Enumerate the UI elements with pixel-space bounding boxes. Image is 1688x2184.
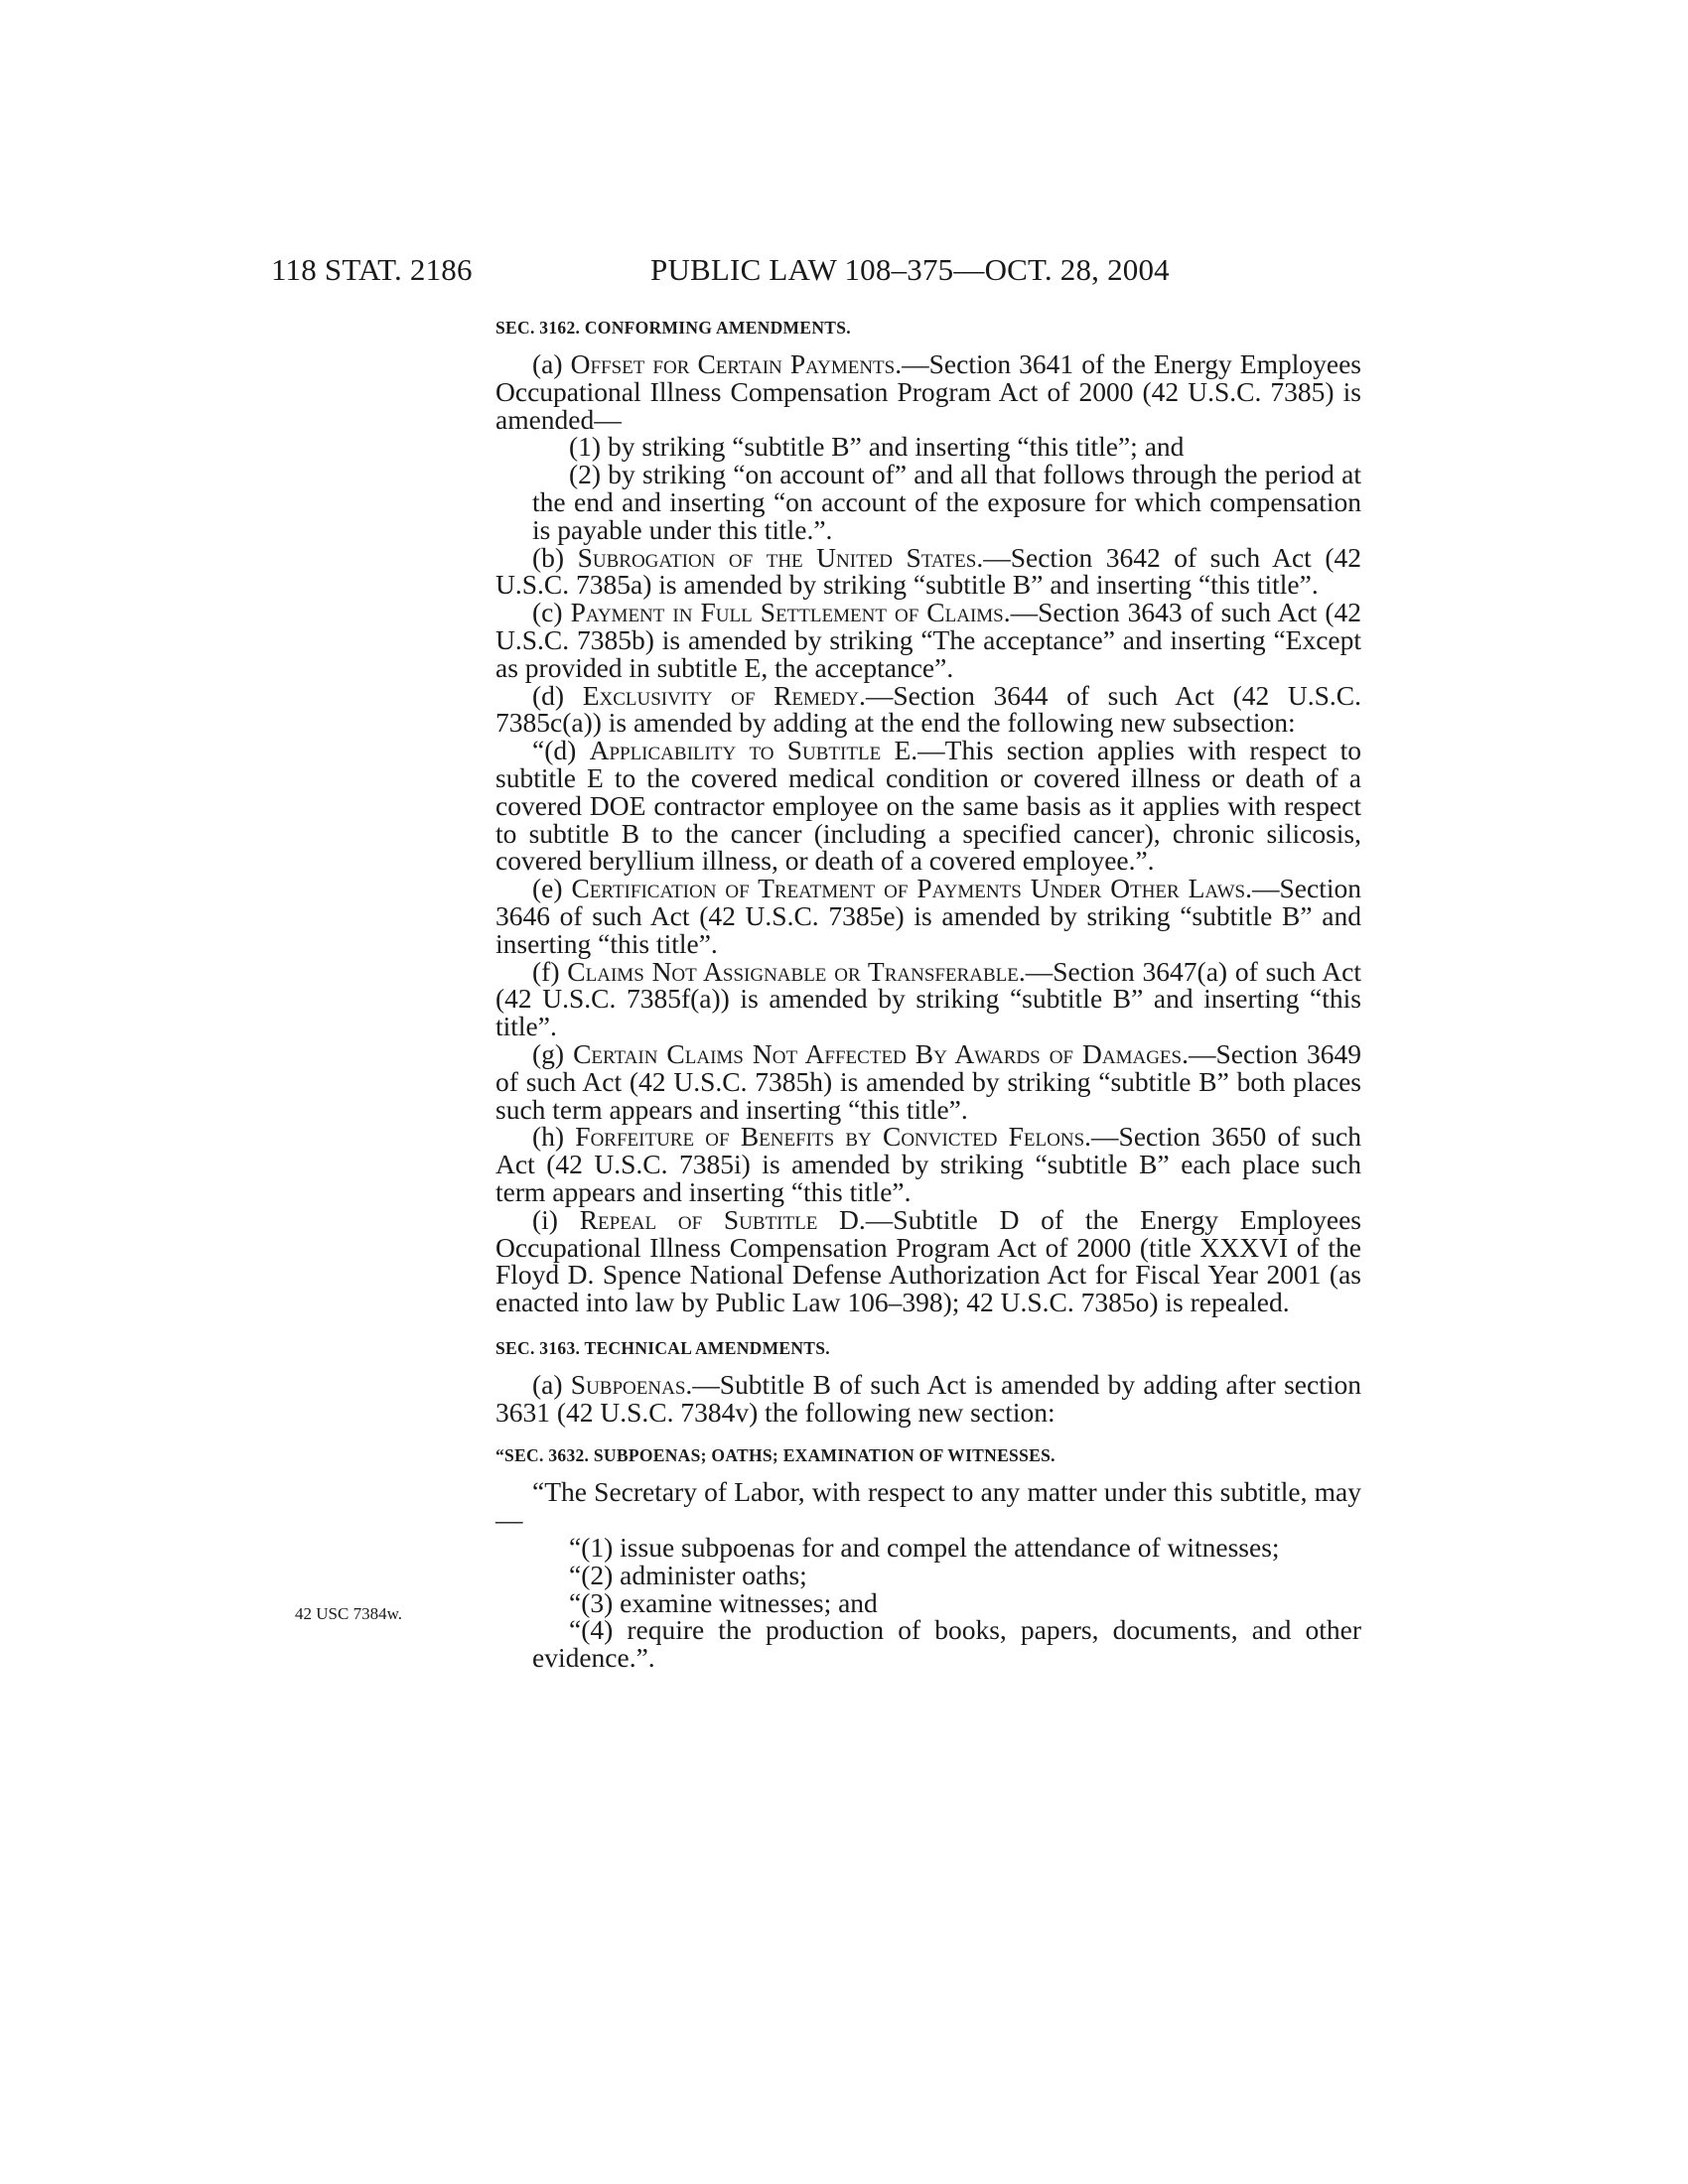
document-body xyxy=(495,318,1361,1672)
subsection-f-title: Claims Not Assignable or Transferable xyxy=(567,955,1019,987)
subsection-3163-a-title: Subpoenas xyxy=(570,1368,686,1400)
subsection-h-title: Forfeiture of Benefits by Convicted Felons xyxy=(575,1121,1085,1153)
quoted-subsection-d-title: Applicability to Subtitle E xyxy=(589,735,912,766)
subsection-h: (h) Forfeiture of Benefits by Convicted Felons.—Section 3650 of such Act (42 U.S.C. 7385i) is amended by striking “subtitle B” each place such term appears and inserting “this title”. xyxy=(495,1121,1361,1207)
subsection-d-title: Exclusivity of Remedy xyxy=(582,679,859,711)
subsection-b-title: Subrogation of the United States xyxy=(577,541,977,573)
subsection-g: (g) Certain Claims Not Affected By Awards of Damages.—Section 3649 of such Act (42 U.S.C. 7385h) is amended by striking “subtitle B” both places such term appears and inserting “this title”. xyxy=(495,1037,1361,1125)
section-heading-3163: SEC. 3163. TECHNICAL AMENDMENTS. xyxy=(495,1337,830,1358)
subsection-g-title: Certain Claims Not Affected By Awards of Damages xyxy=(573,1037,1183,1069)
subsection-3163-a: (a) Subpoenas.—Subtitle B of such Act is amended by adding after section 3631 (42 U.S.C. 7384v) the following new section: xyxy=(495,1368,1361,1428)
section-3632-item-3: “(3) examine witnesses; and xyxy=(569,1586,878,1618)
section-3632-item-2: “(2) administer oaths; xyxy=(569,1559,807,1590)
section-3632-intro: “The Secretary of Labor, with respect to any matter under this subtitle, may— xyxy=(495,1476,1361,1536)
subsection-e-title: Certification of Treatment of Payments Under Other Laws xyxy=(571,873,1246,904)
subsection-f: (f) Claims Not Assignable or Transferable.—Section 3647(a) of such Act (42 U.S.C. 7385f(a)) is amended by striking “subtitle B” and inserting “this title”. xyxy=(495,955,1362,1042)
subsection-d: (d) Exclusivity of Remedy.—Section 3644 of such Act (42 U.S.C. 7385c(a)) is amended by adding at the end the following new subsection: xyxy=(495,679,1361,739)
subsection-b: (b) Subrogation of the United States.—Section 3642 of such Act (42 U.S.C. 7385a) is amended by striking “subtitle B” and inserting “this title”. xyxy=(495,541,1361,601)
subsection-c: (c) Payment in Full Settlement of Claims.—Section 3643 of such Act (42 U.S.C. 7385b) is amended by striking “The acceptance” and inserting “Except as provided in subtitle E, the acceptance”. xyxy=(495,597,1361,683)
subsection-i-title: Repeal of Subtitle D xyxy=(579,1203,859,1235)
margin-note: 42 USC 7384w. xyxy=(295,1604,402,1623)
subsection-e: (e) Certification of Treatment of Payments Under Other Laws.—Section 3646 of such Act (42 U.S.C. 7385e) is amended by striking “subtitle B” and inserting “this title”. xyxy=(495,873,1361,959)
section-heading-3162: SEC. 3162. CONFORMING AMENDMENTS. xyxy=(495,318,851,338)
subsection-a: (a) Offset for Certain Payments.—Section 3641 of the Energy Employees Occupational Illness Compensation Program Act of 2000 (42 U.S.C. 7385) is amended— xyxy=(495,348,1361,435)
subsection-a-title: Offset for Certain Payments xyxy=(570,348,896,379)
quoted-subsection-d: “(d) Applicability to Subtitle E.—This section applies with respect to subtitle E to the covered medical condition or covered illness or death of a covered DOE contractor employee on the same basis as it applies with respect to subtitle B to the cancer (including a specified cancer), chronic silicosis, covered beryllium illness, or death of a covered employee.”. xyxy=(495,735,1361,877)
paragraph-a1: (1) by striking “subtitle B” and inserting “this title”; and xyxy=(569,431,1185,463)
subsection-c-title: Payment in Full Settlement of Claims xyxy=(570,597,1004,628)
public-law-citation: PUBLIC LAW 108–375—OCT. 28, 2004 xyxy=(650,252,1170,287)
section-heading-3632: “SEC. 3632. SUBPOENAS; OATHS; EXAMINATION OF WITNESSES. xyxy=(495,1445,1055,1466)
section-3632-item-4: “(4) require the production of books, papers, documents, and other evidence.”. xyxy=(532,1614,1361,1674)
section-3632-item-1: “(1) issue subpoenas for and compel the attendance of witnesses; xyxy=(569,1532,1280,1564)
page-header xyxy=(0,252,1688,292)
statute-page-number: 118 STAT. 2186 xyxy=(271,252,473,287)
paragraph-a2: (2) by striking “on account of” and all that follows through the period at the end and inserting “on account of the exposure for which compensation is payable under this title.”. xyxy=(532,459,1361,545)
subsection-i: (i) Repeal of Subtitle D.—Subtitle D of the Energy Employees Occupational Illness Compensation Program Act of 2000 (title XXXVI of the Floyd D. Spence National Defense Authorization Act for Fiscal Year 2001 (as enacted into law by Public Law 106–398); 42 U.S.C. 7385o) is repealed. xyxy=(495,1203,1361,1318)
